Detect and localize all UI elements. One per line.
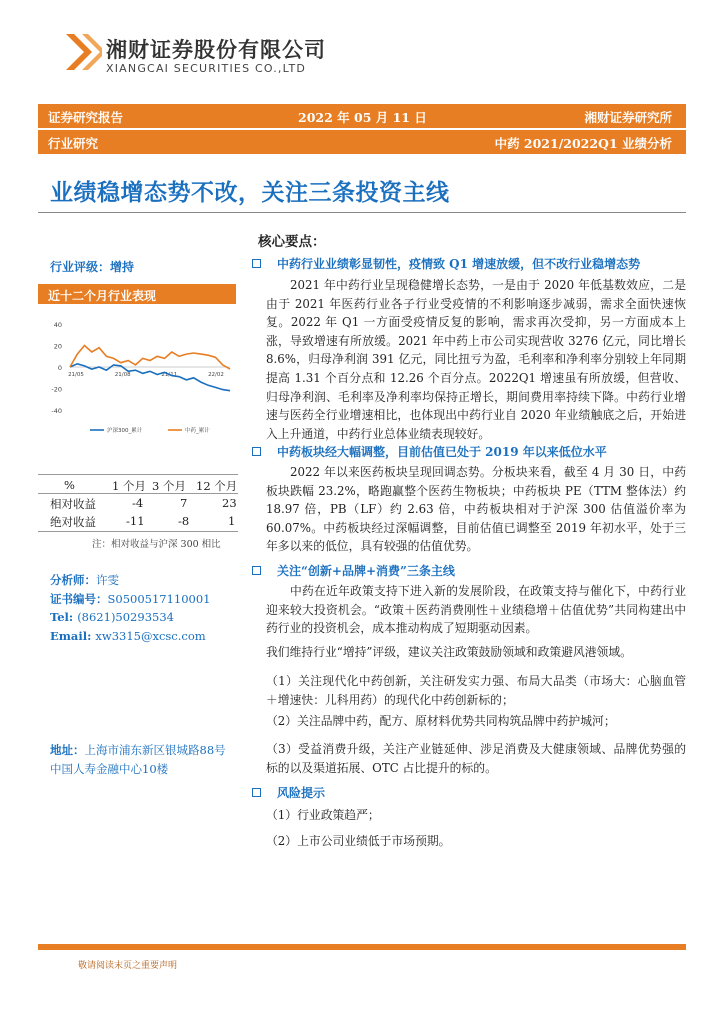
y-tick-label: 20: [53, 342, 62, 351]
table-cell: -4: [132, 496, 144, 510]
section-3-paragraph-5: （3）受益消费升级，关注产业链延伸、涉足消费及大健康领域、品牌优势强的标的以及渠道拓展、OTC 占比提升的标的。: [266, 742, 686, 775]
performance-title-bar: [38, 284, 236, 304]
legend-label: 沪深300_累计: [107, 428, 143, 434]
industry-rating: 行业评级：增持: [50, 260, 135, 274]
header-band-bottom: [38, 130, 686, 154]
report-type: 证券研究报告: [48, 110, 124, 125]
section-3-paragraph-2: 我们维持行业“增持”评级，建议关注政策鼓励领域和政策避风港领域。: [266, 645, 632, 659]
table-cell: -11: [126, 514, 145, 528]
table-header-rule: [38, 493, 238, 494]
report-date: 2022 年 05 月 11 日: [298, 110, 427, 125]
table-header-12m: 12 个月: [196, 479, 238, 493]
address-line2: 中国人寿金融中心10楼: [50, 762, 169, 776]
series-line-2: [70, 346, 230, 370]
section-3-paragraph-3: （1）关注现代化中药创新，关注研发实力强、布局大品类（市场大：心脑血管＋增速快：儿科用药）的现代化中药创新标的；: [266, 674, 686, 707]
legend-label: 中药_累计: [185, 428, 210, 434]
institute-name: 湘财证券研究所: [584, 110, 672, 125]
x-tick-label: 21/08: [114, 372, 131, 378]
checkbox-bullet-icon: [252, 259, 261, 268]
table-top-rule: [38, 474, 238, 475]
company-logo-icon: [62, 30, 102, 74]
report-subject: 中药 2021/2022Q1 业绩分析: [494, 136, 672, 151]
header-band-top: [38, 104, 686, 128]
table-header-1m: 1 个月: [112, 479, 146, 493]
performance-title: 近十二个月行业表现: [48, 289, 157, 303]
section-3-paragraph-1: 中药在近年政策支持下进入新的发展阶段，在政策支持与催化下，中药行业迎来较大投资机会。“政策＋医药消费刚性＋业绩稳增＋估值优势”共同构建出中药行业的投资机会，成本推动构成了短期驱动因素。: [266, 584, 686, 636]
table-cell: 1: [228, 514, 236, 528]
y-tick-label: -40: [51, 407, 62, 415]
table-note: 注：相对收益与沪深 300 相比: [92, 539, 221, 550]
section-2-paragraph: 2022 年以来医药板块呈现回调态势。分板块来看，截至 4 月 30 日，中药板块跌幅 23.2%，略跑赢整个医药生物板块；中药板块 PE（TTM 整体法）约 18.97 倍，PB（LF）约 2.63 倍，中药板块相对于沪深 300 估值溢价率为 60.07%。中药板块经过深幅调整，目前估值已调整至 2019 年初水平，处于三年多以来的低位，具有较强的估值优势。: [266, 465, 686, 554]
address-line1: 地址：上海市浦东新区银城路88号: [50, 743, 226, 757]
performance-chart: [38, 312, 238, 442]
footer-rule: [38, 944, 686, 950]
analyst-tel: Tel: (8621)50293534: [50, 610, 174, 624]
x-tick-label: 21/11: [161, 372, 178, 378]
table-row-label: 绝对收益: [50, 515, 96, 529]
checkbox-bullet-icon: [252, 788, 261, 797]
section-4-paragraph-2: （2）上市公司业绩低于市场预期。: [266, 834, 451, 848]
table-bottom-rule: [38, 531, 238, 532]
table-header-pct: %: [64, 478, 75, 492]
analyst-cert: 证书编号：S0500517110001: [50, 592, 211, 606]
x-tick-label: 21/05: [68, 372, 84, 378]
table-cell: 7: [180, 496, 188, 510]
analyst-name: 分析师：许雯: [50, 573, 119, 587]
section-heading-1: 中药行业业绩彰显韧性，疫情致 Q1 增速放缓，但不改行业稳增态势: [252, 255, 640, 272]
table-row-label: 相对收益: [50, 497, 96, 511]
checkbox-bullet-icon: [252, 566, 261, 575]
table-cell: -8: [178, 514, 190, 528]
table-header-3m: 3 个月: [152, 479, 186, 493]
report-title: 业绩稳增态势不改，关注三条投资主线: [50, 179, 450, 206]
series-line-1: [70, 364, 230, 391]
x-tick-label: 22/02: [208, 372, 224, 378]
section-heading-3: 关注“创新+品牌+消费”三条主线: [252, 562, 455, 579]
company-name-cn: 湘财证券股份有限公司: [106, 38, 326, 62]
table-cell: 23: [222, 496, 237, 510]
report-category: 行业研究: [48, 136, 99, 151]
footer-disclaimer: 敬请阅读末页之重要声明: [78, 961, 178, 971]
analyst-email[interactable]: Email: xw3315@xcsc.com: [50, 629, 206, 643]
section-heading-4: 风险提示: [252, 784, 325, 801]
section-heading-2: 中药板块经大幅调整，目前估值已处于 2019 年以来低位水平: [252, 443, 607, 460]
checkbox-bullet-icon: [252, 447, 261, 456]
core-points-title: 核心要点：: [258, 234, 326, 250]
y-tick-label: 40: [53, 321, 62, 329]
y-tick-label: -20: [51, 385, 62, 394]
section-3-paragraph-4: （2）关注品牌中药，配方、原材料优势共同构筑品牌中药护城河；: [266, 714, 616, 728]
y-tick-label: 0: [57, 364, 62, 372]
company-name-en: XIANGCAI SECURITIES CO.,LTD: [106, 62, 307, 75]
section-1-paragraph: 2021 年中药行业呈现稳健增长态势，一是由于 2020 年低基数效应，二是由于 2021 年医药行业各子行业受疫情的不利影响逐步减弱，需求全面快速恢复。2022 年 Q1 一方面受疫情反复的影响，需求再次受抑，另一方面成本上涨，导致增速有所放缓。2021 年中药上市公司实现营收 3276 亿元，同比增长 8.6%，归母净利润 391 亿元，同比扭亏为盈，毛利率和净利率分别较上年同期提高 1.31 个百分点和 12.26 个百分点。2022Q1 增速虽有所放缓，但营收、归母净利润、毛利率及净利率均保持正增长，期间费用率持续下降。中药行业增速与医药全行业增速相比，也体现出中药行业自 2020 年业绩触底之后，开始进入上升通道，中药行业总体业绩表现较好。: [266, 278, 686, 441]
title-divider: [38, 212, 686, 213]
section-4-paragraph-1: （1）行业政策趋严；: [266, 808, 380, 822]
